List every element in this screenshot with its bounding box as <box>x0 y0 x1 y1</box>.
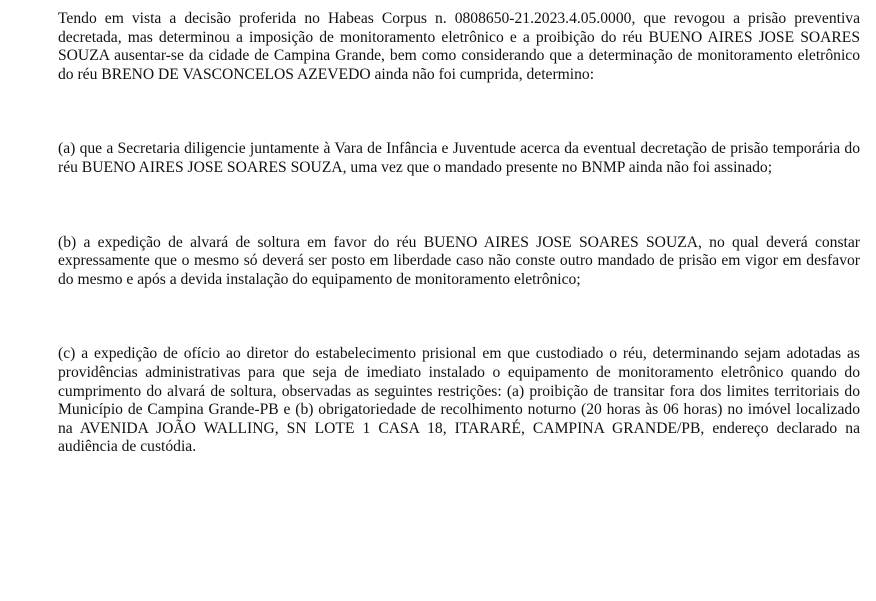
paragraph-intro: Tendo em vista a decisão proferida no Habeas Corpus n. 0808650-21.2023.4.05.0000, que revogou a prisão preventiva decretada, mas determinou a imposição de monitoramento eletrônico e a proibição do réu BUENO AIRES JOSE SOARES SOUZA ausentar-se da cidade de Campina Grande, bem como considerando que a determinação de monitoramento eletrônico do réu BRENO DE VASCONCELOS AZEVEDO ainda não foi cumprida, determino: <box>58 10 860 83</box>
paragraph-item-b: (b) a expedição de alvará de soltura em favor do réu BUENO AIRES JOSE SOARES SOUZA, no qual deverá constar expressamente que o mesmo só deverá ser posto em liberdade caso não conste outro mandado de prisão em vigor em desfavor do mesmo e após a devida instalação do equipamento de monitoramento eletrônico; <box>58 233 860 288</box>
paragraph-item-c: (c) a expedição de ofício ao diretor do estabelecimento prisional em que custodiado o réu, determinando sejam adotadas as providências administrativas para que seja de imediato instalado o equipamento de monitoramento eletrônico quando do cumprimento do alvará de soltura, observadas as seguintes restrições: (a) proibição de transitar fora dos limites territoriais do Município de Campina Grande-PB e (b) obrigatoriedade de recolhimento noturno (20 horas às 06 horas) no imóvel localizado na AVENIDA JOÃO WALLING, SN LOTE 1 CASA 18, ITARARÉ, CAMPINA GRANDE/PB, endereço declarado na audiência de custódia. <box>58 345 860 456</box>
paragraph-item-a: (a) que a Secretaria diligencie juntamente à Vara de Infância e Juventude acerca da eventual decretação de prisão temporária do réu BUENO AIRES JOSE SOARES SOUZA, uma vez que o mandado presente no BNMP ainda não foi assinado; <box>58 140 860 176</box>
document-body <box>58 10 860 457</box>
